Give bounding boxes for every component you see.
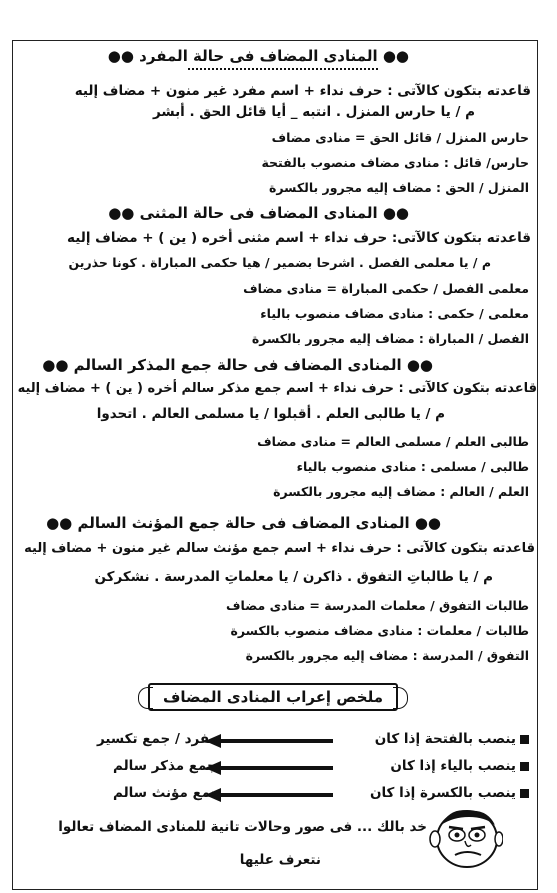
note-masc-3: العلم / العالم : مضاف إليه مجرور بالكسرة	[273, 484, 529, 499]
section-heading-fem-plural: ●● المنادى المضاف فى حالة جمع المؤنث السالم ●●	[46, 514, 441, 532]
section-heading-singular: ●● المنادى المضاف فى حالة المفرد ●●	[107, 47, 409, 65]
document-page	[12, 40, 538, 890]
summary-case-3: ينصب بالكسرة إذا كان	[370, 785, 529, 801]
note-masc-1: طالبى العلم / مسلمى العالم = منادى مضاف	[257, 434, 529, 449]
note-fem-2: طالبات / معلمات : منادى مضاف منصوب بالكسرة	[230, 623, 529, 638]
note-fem-3: التفوق / المدرسة : مضاف إليه مجرور بالكسرة	[245, 648, 529, 663]
note-fem-1: طالبات التفوق / معلمات المدرسة = منادى مضاف	[226, 598, 529, 613]
cartoon-face-icon	[427, 803, 503, 873]
rule-fem-plural: قاعدته بتكون كالآتى : حرف نداء + اسم جمع مؤنث سالم غير منون + مضاف إليه	[24, 541, 535, 556]
note-dual-2: معلمى / حكمى : منادى مضاف منصوب بالياء	[260, 306, 529, 321]
example-masc-plural: م / يا طالبى العلم . أقبلوا / يا مسلمى العالم . اتحدوا	[96, 406, 445, 422]
summary-type-3: جمع مؤنث سالم	[113, 785, 221, 801]
rule-singular: قاعدته بتكون كالآتى : حرف نداء + اسم مفرد غير منون + مضاف إليه	[74, 83, 531, 99]
square-bullet-icon	[520, 789, 529, 798]
example-fem-plural: م / يا طالباتِ التفوق . ذاكرن / يا معلماتِ المدرسة . نشكركن	[94, 569, 493, 585]
summary-title: ملخص إعراب المنادى المضاف	[163, 688, 383, 706]
square-bullet-icon	[520, 735, 529, 744]
summary-type-1: مفرد / جمع تكسير	[97, 731, 218, 747]
note-dual-1: معلمى الفصل / حكمى المباراة = منادى مضاف	[243, 281, 529, 296]
section-heading-masc-plural: ●● المنادى المضاف فى حالة جمع المذكر السالم ●●	[42, 356, 433, 374]
left-arrow-icon	[205, 788, 333, 802]
rule-dual: قاعدته بتكون كالآتى: حرف نداء + اسم مثنى أخره ( ين ) + مضاف إليه	[67, 230, 531, 246]
left-arrow-icon	[205, 734, 333, 748]
note-singular-2: حارس/ قائل : منادى مضاف منصوب بالفتحة	[261, 155, 529, 170]
example-singular: م / يا حارس المنزل . انتبه _ أيا قائل الحق . أبشر	[152, 104, 475, 120]
footer-note-line2: نتعرف عليها	[239, 852, 321, 868]
square-bullet-icon	[520, 762, 529, 771]
note-masc-2: طالبى / مسلمى : منادى منصوب بالياء	[296, 459, 529, 474]
footer-note-line1: خد بالك ... فى صور وحالات تانية للمنادى المضاف تعالوا	[58, 819, 427, 835]
summary-case-2: ينصب بالياء إذا كان	[390, 758, 529, 774]
rule-masc-plural: قاعدته بتكون كالآتى : حرف نداء + اسم جمع مذكر سالم أخره ( ين ) + مضاف إليه	[17, 381, 537, 396]
summary-case-1: ينصب بالفتحة إذا كان	[375, 731, 529, 747]
summary-type-2: جمع مذكر سالم	[113, 758, 217, 774]
dotted-divider	[188, 68, 378, 70]
summary-title-box	[148, 683, 398, 711]
note-singular-1: حارس المنزل / قائل الحق = منادى مضاف	[271, 130, 529, 145]
note-dual-3: الفصل / المباراة : مضاف إليه مجرور بالكسرة	[251, 331, 529, 346]
left-arrow-icon	[205, 761, 333, 775]
example-dual: م / يا معلمى الفصل . اشرحا بضمير / هيا حكمى المباراة . كونا حذرين	[68, 255, 491, 270]
section-heading-dual: ●● المنادى المضاف فى حالة المثنى ●●	[108, 204, 409, 222]
note-singular-3: المنزل / الحق : مضاف إليه مجرور بالكسرة	[268, 180, 529, 195]
